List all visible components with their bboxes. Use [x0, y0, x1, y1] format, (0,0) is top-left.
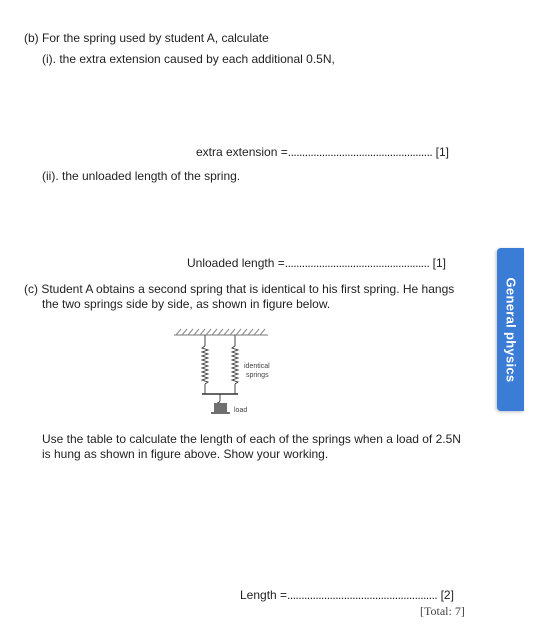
question-b-i: (i). the extra extension caused by each additional 0.5N,: [42, 52, 335, 66]
label-load: load: [234, 407, 248, 414]
instruction-line-2: is hung as shown in figure above. Show your working.: [42, 447, 329, 461]
answer-dots: ...................................................: [284, 256, 430, 270]
marks: [1]: [432, 256, 446, 270]
part-b-heading: (b) For the spring used by student A, calculate: [24, 31, 269, 45]
label-identical: identical: [244, 363, 270, 370]
right-spring: [232, 335, 238, 394]
instruction-line-1: Use the table to calculate the length of each of the springs when a load of 2.5N: [42, 432, 461, 446]
load-block: [214, 403, 227, 412]
marks: [2]: [440, 588, 454, 602]
hook: [217, 394, 220, 403]
answer-line-unloaded-length: [187, 256, 446, 271]
answer-label: Length =: [240, 588, 288, 602]
part-c-line-1: (c) Student A obtains a second spring that is identical to his first spring. He hangs: [24, 282, 455, 296]
answer-label: extra extension =: [196, 145, 288, 159]
general-physics-tab[interactable]: [497, 248, 524, 411]
side-tab-label: General physics: [503, 277, 518, 382]
answer-line-length: [240, 588, 454, 603]
answer-dots: ...................................................: [287, 145, 433, 159]
part-c-line-2: the two springs side by side, as shown in figure below.: [42, 297, 331, 311]
answer-label: Unloaded length =: [187, 256, 285, 270]
ceiling-support: [174, 329, 268, 335]
left-spring: [202, 335, 208, 394]
answer-line-extra-extension: [196, 145, 449, 160]
springs-figure: [170, 322, 280, 422]
question-b-ii: (ii). the unloaded length of the spring.: [42, 169, 241, 183]
label-springs: springs: [246, 372, 269, 379]
total-marks: [Total: 7]: [420, 604, 465, 618]
marks: [1]: [435, 145, 449, 159]
answer-dots: .....................................................: [287, 588, 438, 602]
